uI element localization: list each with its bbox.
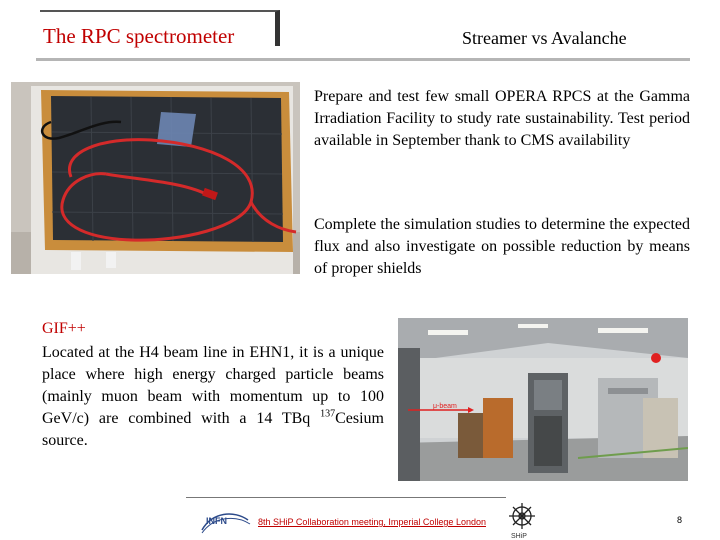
- ship-logo: [500, 500, 544, 540]
- ship-logo-text: SHiP: [511, 533, 527, 540]
- header-divider: [36, 58, 690, 61]
- gif-description-end: Cesium source.: [42, 410, 384, 449]
- footer-divider: [186, 497, 506, 498]
- footer-meeting-link[interactable]: 8th SHiP Collaboration meeting, Imperial College London: [258, 517, 486, 527]
- gif-description: [42, 342, 384, 452]
- page-subtitle: Streamer vs Avalanche: [462, 28, 627, 48]
- paragraph-simulation-studies: Complete the simulation studies to determine the expected flux and also investigate on possible reduction by means of proper shields: [314, 216, 690, 277]
- gif-description-text: Located at the H4 beam line in EHN1, it is a unique place where high energy charged particle beams (mainly muon beam with momentum up to 100 GeV/c) are combined with a 14 TBq: [42, 344, 384, 427]
- rpc-detector-photo: [11, 82, 300, 274]
- page-number: 8: [677, 515, 683, 525]
- gif-heading: GIF++: [42, 320, 86, 337]
- beam-label: μ-beam: [433, 403, 457, 410]
- infn-logo-text: INFN: [206, 516, 227, 526]
- page-title: The RPC spectrometer: [43, 24, 235, 48]
- gif-facility-photo: [398, 318, 688, 481]
- infn-logo: [198, 506, 252, 536]
- paragraph-opera-rpc-test: Prepare and test few small OPERA RPCS at the Gamma Irradiation Facility to study rate sustainability. Test period available in September thank to CMS availability: [314, 88, 690, 149]
- isotope-superscript: 137: [320, 408, 336, 420]
